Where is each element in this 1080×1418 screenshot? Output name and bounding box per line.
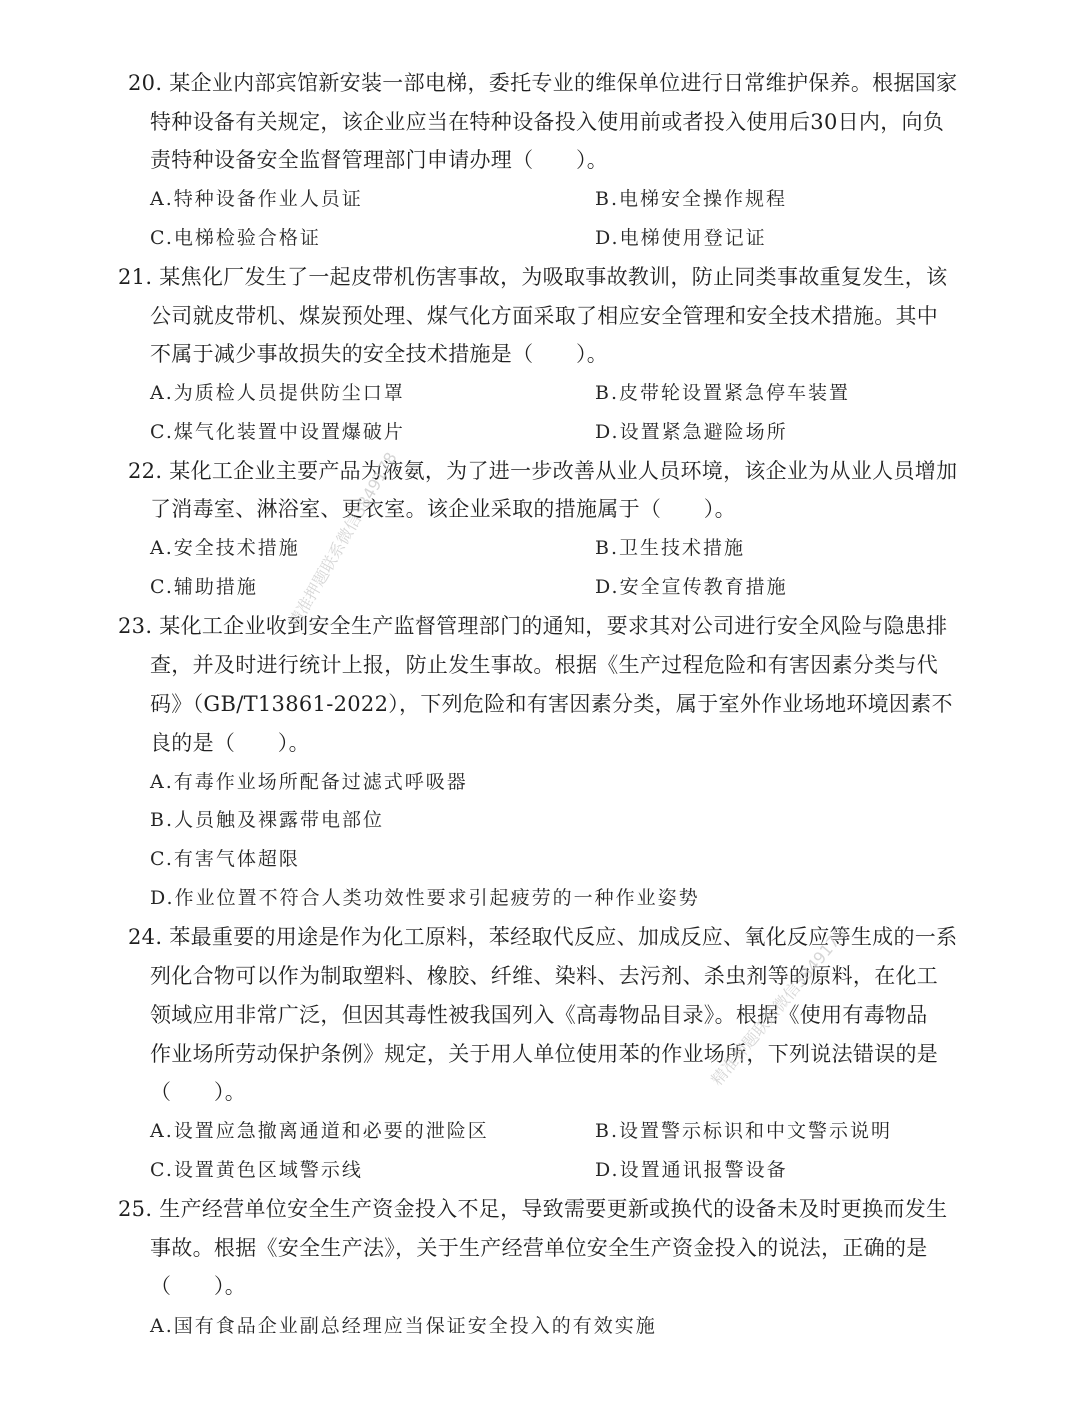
question-21-option-d: D.设置紧急避险场所 [595,421,788,443]
question-22-option-b: B.卫生技术措施 [595,537,746,559]
question-23-line-4: 良的是（ ）。 [150,731,310,755]
question-24-option-a: A.设置应急撤离通道和必要的泄险区 [150,1120,489,1142]
question-24-line-1: 24. 苯最重要的用途是作为化工原料，苯经取代反应、加成反应、氧化反应等生成的一系 [128,925,958,949]
question-21-option-a: A.为质检人员提供防尘口罩 [150,382,405,404]
question-25-line-2: 事故。根据《安全生产法》，关于生产经营单位安全生产资金投入的说法，正确的是 [150,1236,928,1260]
question-21-line-1: 21. 某焦化厂发生了一起皮带机伤害事故，为吸取事故教训，防止同类事故重复发生，该 [118,265,948,289]
question-20-line-1: 20. 某企业内部宾馆新安装一部电梯，委托专业的维保单位进行日常维护保养。根据国家 [128,71,958,95]
question-23-option-c: C.有害气体超限 [150,848,300,870]
question-24-line-4: 作业场所劳动保护条例》规定，关于用人单位使用苯的作业场所，下列说法错误的是 [150,1042,939,1066]
question-21-line-2: 公司就皮带机、煤炭预处理、煤气化方面采取了相应安全管理和安全技术措施。其中 [150,304,939,328]
question-23-option-a: A.有毒作业场所配备过滤式呼吸器 [150,771,468,793]
question-23-line-1: 23. 某化工企业收到安全生产监督管理部门的通知，要求其对公司进行安全风险与隐患排 [118,614,948,638]
question-20-option-c: C.电梯检验合格证 [150,227,321,249]
question-22-option-d: D.安全宣传教育措施 [595,576,788,598]
question-20-option-a: A.特种设备作业人员证 [150,188,363,210]
question-24-option-d: D.设置通讯报警设备 [595,1159,788,1181]
question-22-option-c: C.辅助措施 [150,576,258,598]
watermark-text: 精准押题联系微信3849178 [707,924,850,1090]
question-24-line-3: 领域应用非常广泛，但因其毒性被我国列入《高毒物品目录》。根据《使用有毒物品 [150,1003,928,1027]
question-22-line-1: 22. 某化工企业主要产品为液氨，为了进一步改善从业人员环境，该企业为从业人员增加 [128,459,958,483]
question-25-line-3: （ ）。 [150,1274,246,1298]
question-21-line-3: 不属于减少事故损失的安全技术措施是（ ）。 [150,342,609,366]
question-23-option-d: D.作业位置不符合人类功效性要求引起疲劳的一种作业姿势 [150,887,700,909]
question-23-option-b: B.人员触及裸露带电部位 [150,809,385,831]
question-20-line-3: 责特种设备安全监督管理部门申请办理（ ）。 [150,148,609,172]
question-24-option-c: C.设置黄色区域警示线 [150,1159,363,1181]
question-25-option-a: A.国有食品企业副总经理应当保证安全投入的有效实施 [150,1315,657,1337]
question-21-option-b: B.皮带轮设置紧急停车装置 [595,382,851,404]
question-24-option-b: B.设置警示标识和中文警示说明 [595,1120,893,1142]
question-24-line-2: 列化合物可以作为制取塑料、橡胶、纤维、染料、去污剂、杀虫剂等的原料，在化工 [150,964,939,988]
question-25-line-1: 25. 生产经营单位安全生产资金投入不足，导致需要更新或换代的设备未及时更换而发生 [118,1197,948,1221]
question-20-option-b: B.电梯安全操作规程 [595,188,788,210]
question-23-line-2: 查，并及时进行统计上报，防止发生事故。根据《生产过程危险和有害因素分类与代 [150,653,939,677]
question-20-option-d: D.电梯使用登记证 [595,227,767,249]
question-20-line-2: 特种设备有关规定，该企业应当在特种设备投入使用前或者投入使用后30日内，向负 [150,110,945,134]
question-23-line-3: 码》（GB/T13861-2022），下列危险和有害因素分类，属于室外作业场地环境因素不 [150,692,953,716]
question-22-option-a: A.安全技术措施 [150,537,300,559]
watermark-text: 精准押题联系微信3849178 [284,448,401,631]
question-22-line-2: 了消毒室、淋浴室、更衣室。该企业采取的措施属于（ ）。 [150,497,736,521]
question-24-line-5: （ ）。 [150,1080,246,1104]
question-21-option-c: C.煤气化装置中设置爆破片 [150,421,405,443]
